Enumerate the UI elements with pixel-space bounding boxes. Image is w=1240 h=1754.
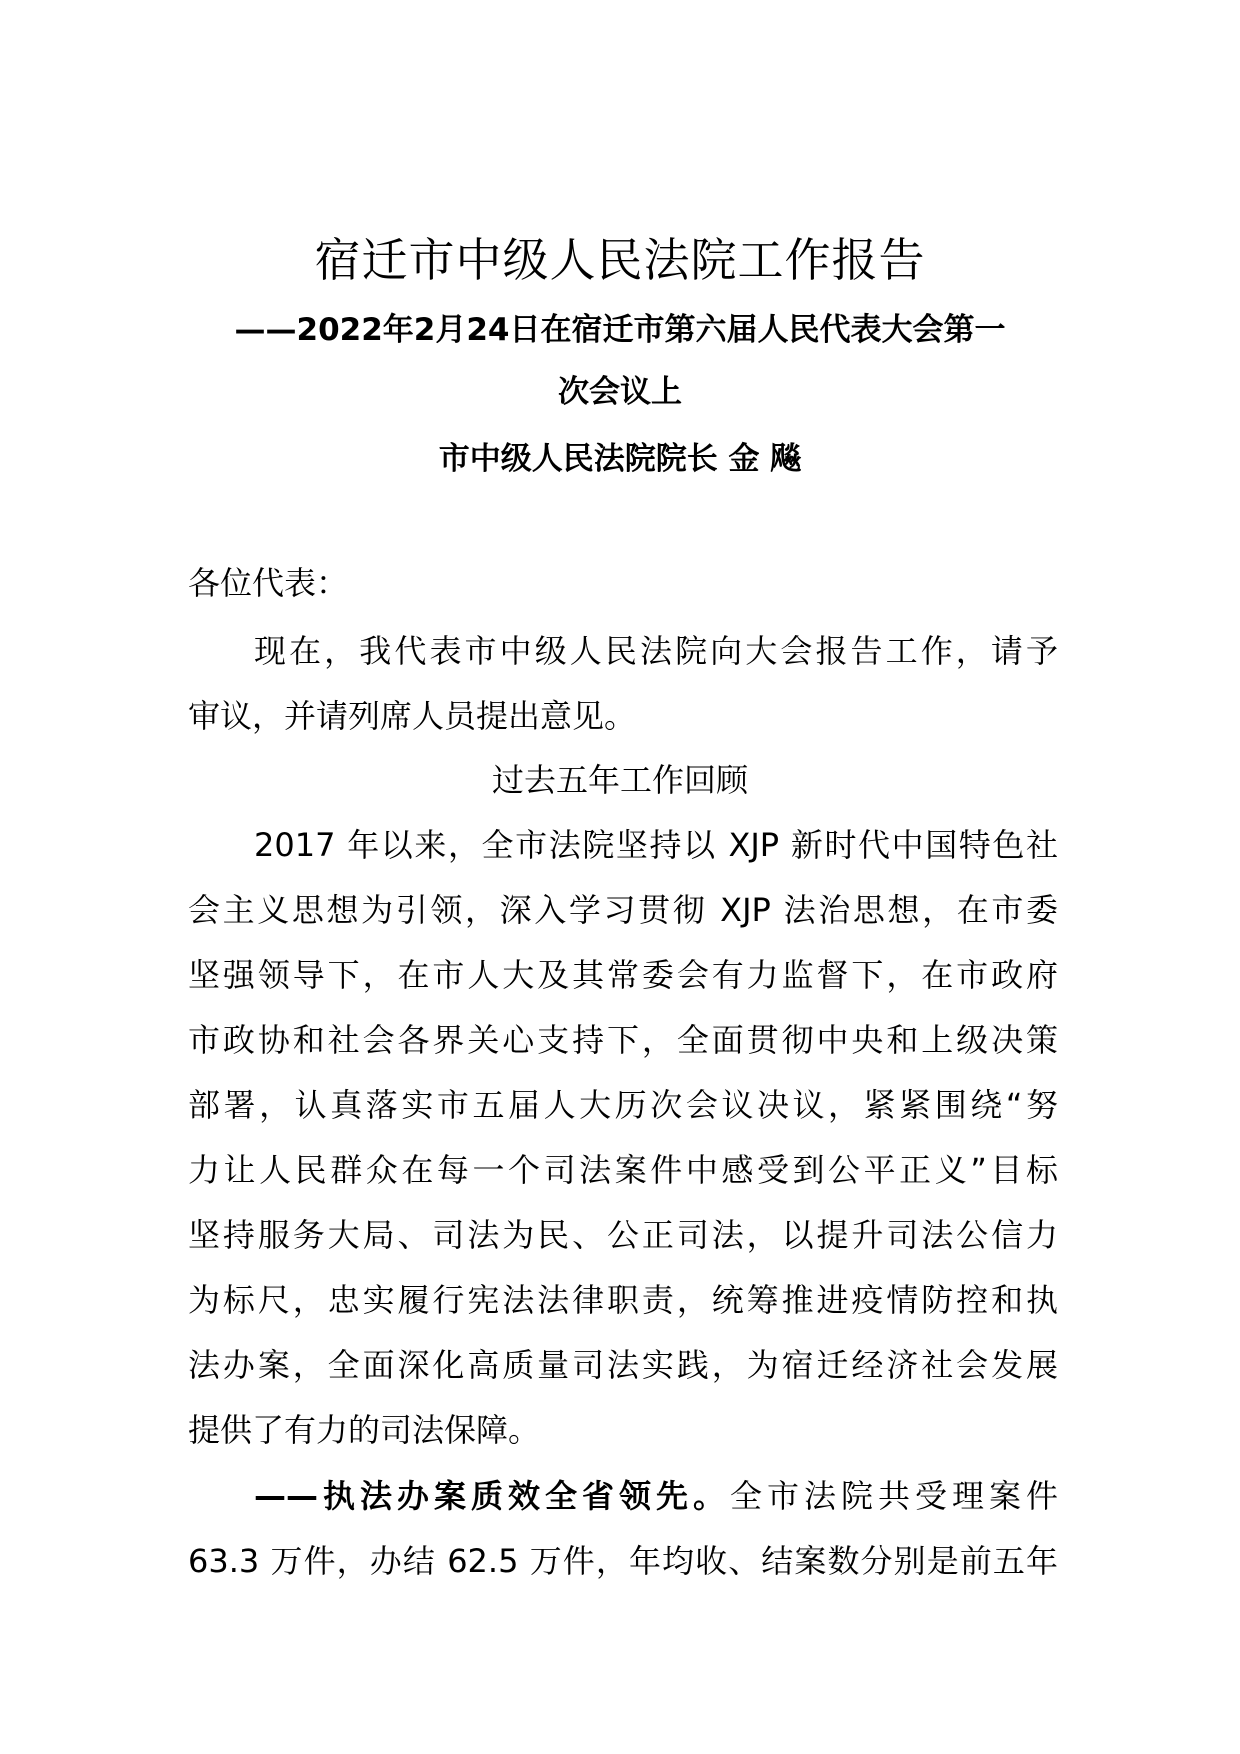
report-author: 市中级人民法院院长 金 飚 — [438, 441, 802, 477]
salutation: 各位代表： — [188, 564, 349, 602]
intro-line-2: 审议，并请列席人员提出意见。 — [188, 697, 637, 735]
report-title: 宿迁市中级人民法院工作报告 — [314, 233, 926, 287]
review-line-4: 市政协和社会各界关心支持下，全面贯彻中央和上级决策 — [188, 1021, 1058, 1059]
intro-line-1: 现在，我代表市中级人民法院向大会报告工作，请予 — [254, 632, 1058, 670]
section-heading: 过去五年工作回顾 — [491, 761, 748, 799]
performance-line-1-text: 全市法院共受理案件 — [729, 1477, 1058, 1515]
report-subtitle-line-2: 次会议上 — [558, 374, 682, 410]
review-line-5: 部署，认真落实市五届人大历次会议决议，紧紧围绕“努 — [188, 1086, 1058, 1124]
review-line-2: 会主义思想为引领，深入学习贯彻 XJP 法治思想，在市委 — [188, 891, 1058, 929]
performance-line-1 — [254, 1473, 1058, 1519]
report-subtitle-line-1: ——2022年2月24日在宿迁市第六届人民代表大会第一 — [234, 312, 1006, 348]
review-line-8: 为标尺，忠实履行宪法法律职责，统筹推进疫情防控和执 — [188, 1281, 1058, 1319]
review-line-3: 坚强领导下，在市人大及其常委会有力监督下，在市政府 — [188, 956, 1058, 994]
review-line-1: 2017 年以来，全市法院坚持以 XJP 新时代中国特色社 — [254, 826, 1058, 864]
review-line-9: 法办案，全面深化高质量司法实践，为宿迁经济社会发展 — [188, 1346, 1058, 1384]
performance-line-2: 63.3 万件，办结 62.5 万件，年均收、结案数分别是前五年 — [188, 1542, 1058, 1580]
performance-lead-heading: ——执法办案质效全省领先。 — [254, 1477, 730, 1515]
review-line-10: 提供了有力的司法保障。 — [188, 1411, 541, 1449]
review-line-6: 力让人民群众在每一个司法案件中感受到公平正义”目标 — [188, 1151, 1058, 1189]
review-line-7: 坚持服务大局、司法为民、公正司法，以提升司法公信力 — [188, 1216, 1058, 1254]
